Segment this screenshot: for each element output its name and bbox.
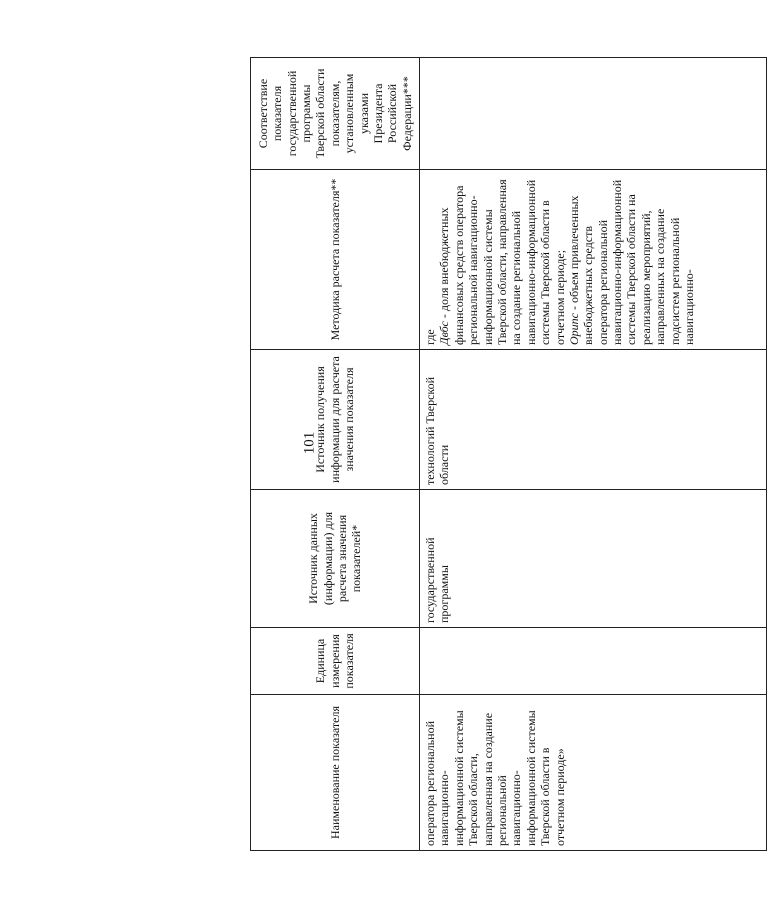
cell-compliance	[420, 58, 767, 170]
table-header-row	[251, 58, 420, 851]
header-unit: Единица измерения показателя	[251, 628, 420, 695]
table-row	[420, 58, 767, 851]
cell-unit	[420, 628, 767, 695]
header-indicator-name: Наименование показателя	[251, 695, 420, 851]
method-term1-text: - доля внебюджетных финансовых средств оператора региональной навигационно-информационной системы Тверской области, направленная на создание региональной навигационно-информационной системы Тверской области в отчетном периоде;	[437, 179, 567, 345]
cell-indicator-name: оператора региональной навигационно-информационной системы Тверской области, направленная на создание региональной навигационно-информационной системы Тверской области в отчетном периоде»	[420, 695, 767, 851]
header-compliance: Соответствие показателя государственной программы Тверской области показателям, установленным указами Президента Российской Федерации***	[251, 58, 420, 170]
method-term2-text: - объем привлеченных внебюджетных средств оператора региональной навигационно-информационной системы Тверской области на реализацию мероприятий, направленных на создание подсистем региональной навигационно-	[566, 179, 697, 345]
method-intro: где	[423, 329, 437, 345]
rotated-table	[250, 58, 767, 851]
cell-method	[420, 170, 767, 350]
method-term2-symbol: Ориnс	[566, 313, 581, 345]
indicator-table	[250, 57, 767, 851]
header-info-source: Источник получения информации для расчета значения показателя	[251, 350, 420, 490]
cell-info-source: технологий Тверской области	[420, 350, 767, 490]
header-method: Методика расчета показателя**	[251, 170, 420, 350]
page-number: 101	[301, 431, 318, 455]
method-term1-symbol: Двбс	[437, 321, 452, 345]
header-data-source: Источник данных (информации) для расчета значения показателей*	[251, 490, 420, 628]
cell-data-source: государственной программы	[420, 490, 767, 628]
